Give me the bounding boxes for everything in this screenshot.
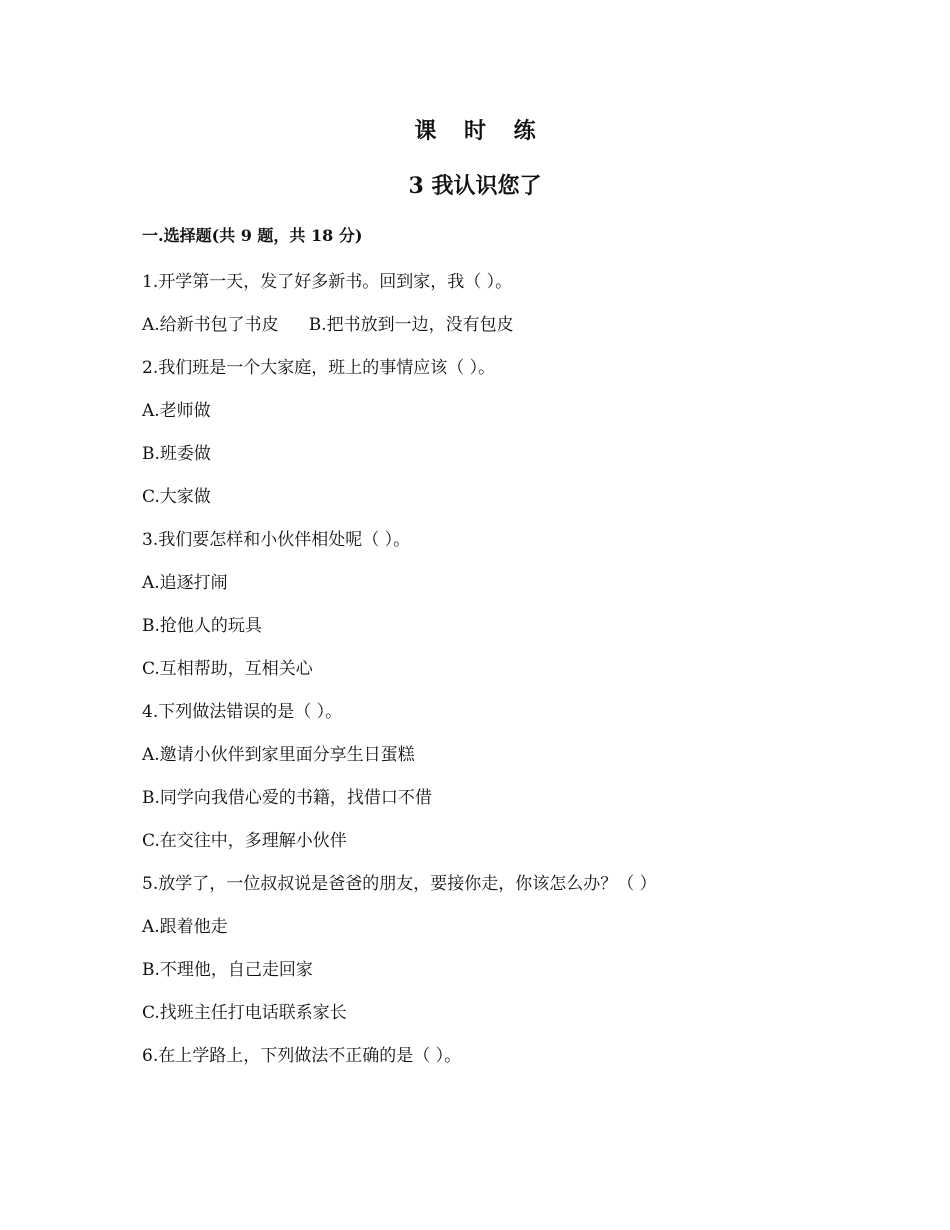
option-5b: B.不理他，自己走回家: [142, 960, 313, 980]
lesson-title: 3 我认识您了: [408, 173, 542, 199]
question-list: [142, 269, 902, 1086]
option-3c: C.互相帮助，互相关心: [142, 659, 313, 679]
question-stem-4: 4.下列做法错误的是（ ）。: [142, 702, 343, 722]
option-4a: A.邀请小伙伴到家里面分享生日蛋糕: [142, 745, 415, 765]
question-stem-2: 2.我们班是一个大家庭，班上的事情应该（ ）。: [142, 358, 496, 378]
option-5a: A.跟着他走: [142, 917, 228, 937]
question-stem-3: 3.我们要怎样和小伙伴相处呢（ ）。: [142, 530, 411, 550]
option-2c: C.大家做: [142, 487, 211, 507]
question-stem-6: 6.在上学路上，下列做法不正确的是（ ）。: [142, 1046, 462, 1066]
option-4c: C.在交往中，多理解小伙伴: [142, 831, 347, 851]
option-3b: B.抢他人的玩具: [142, 616, 262, 636]
question-options-1: [142, 312, 902, 355]
option-2a: A.老师做: [142, 401, 211, 421]
option-2b: B.班委做: [142, 444, 211, 464]
option-1b: B.把书放到一边，没有包皮: [308, 315, 514, 335]
question-stem-1: 1.开学第一天，发了好多新书。回到家，我（ ）。: [142, 272, 513, 292]
section-heading: 一.选择题(共 9 题，共 18 分): [142, 226, 363, 245]
document-title: 课 时 练: [414, 118, 546, 144]
option-5c: C.找班主任打电话联系家长: [142, 1003, 347, 1023]
question-stem-5: 5.放学了，一位叔叔说是爸爸的朋友，要接你走，你该怎么办？（ ）: [142, 874, 657, 894]
option-4b: B.同学向我借心爱的书籍，找借口不借: [142, 788, 432, 808]
option-1a: A.给新书包了书皮: [142, 315, 279, 335]
option-3a: A.追逐打闹: [142, 573, 228, 593]
